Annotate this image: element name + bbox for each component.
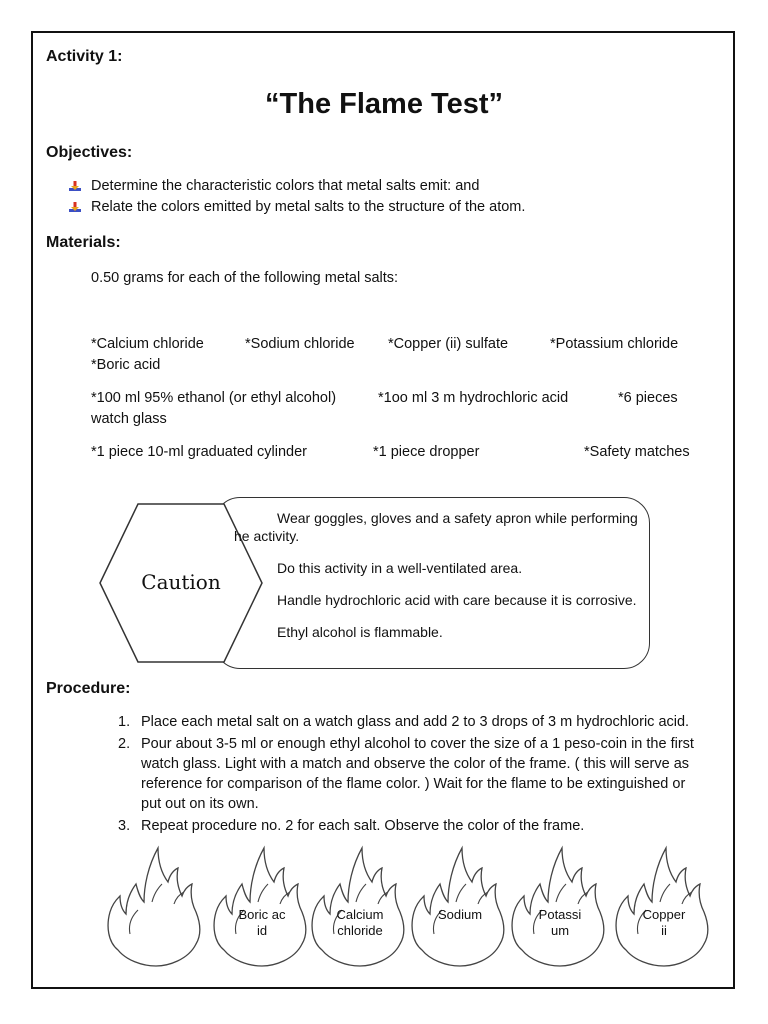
material-item: *Sodium chloride: [245, 336, 355, 352]
flame-outline: [104, 838, 208, 968]
caution-label: Caution: [141, 570, 221, 594]
step-text: Pour about 3-5 ml or enough ethyl alcohol to cover the size of a 1 peso-coin in the first: [141, 736, 694, 752]
material-item: *1 piece dropper: [373, 444, 480, 460]
objectives-heading: Objectives:: [46, 144, 133, 161]
materials-intro: 0.50 grams for each of the following metal salts:: [91, 270, 399, 286]
material-item: *100 ml 95% ethanol (or ethyl alcohol): [91, 390, 337, 406]
objective-item: Relate the colors emitted by metal salts to the structure of the atom.: [91, 199, 526, 215]
caution-line: he activity.: [234, 528, 300, 544]
flame-label-text: Copper ii: [642, 907, 686, 938]
flame-label-text: Potassium: [538, 907, 582, 938]
material-item: *Copper (ii) sulfate: [388, 336, 509, 352]
material-item: *Potassium chloride: [550, 336, 679, 352]
caution-line: Do this activity in a well-ventilated area.: [277, 560, 523, 576]
material-item: *Calcium chloride: [91, 336, 204, 352]
material-item: *1oo ml 3 m hydrochloric acid: [378, 390, 569, 406]
step-text: Place each metal salt on a watch glass and add 2 to 3 drops of 3 m hydrochloric acid.: [141, 714, 690, 730]
materials-heading: Materials:: [46, 234, 121, 251]
page-title: “The Flame Test”: [265, 88, 503, 120]
flame-outline: [408, 838, 512, 968]
step-text: reference for comparison of the flame color. ) Wait for the flame to be extinguished or: [141, 776, 686, 792]
material-item: *1 piece 10-ml graduated cylinder: [91, 444, 308, 460]
material-item: *Boric acid: [91, 357, 161, 373]
flame-label: [308, 907, 412, 939]
caution-line: Ethyl alcohol is flammable.: [277, 624, 443, 640]
activity-label: Activity 1:: [46, 48, 123, 65]
flame-label: [408, 907, 512, 923]
caution-line: Handle hydrochloric acid with care because it is corrosive.: [277, 592, 637, 608]
material-item: *6 pieces: [618, 390, 678, 406]
step-number: 2.: [118, 736, 131, 752]
bullet-icon: [68, 201, 82, 215]
caution-line: Wear goggles, gloves and a safety apron while performing: [277, 510, 638, 526]
flame-label-text: Calcium chloride: [336, 907, 384, 938]
step-number: 1.: [118, 714, 131, 730]
flame-icon: [104, 838, 208, 968]
flame-outline: [612, 838, 716, 968]
flame-outline: [508, 838, 612, 968]
flame-label: [508, 907, 612, 939]
flame-outline: [308, 838, 412, 968]
bullet-icon: [68, 180, 82, 194]
flame-outline: [210, 838, 314, 968]
step-text: watch glass. Light with a match and observe the color of the frame. ( this will serve as: [141, 756, 690, 772]
flame-label-text: Boric acid: [238, 907, 286, 938]
step-number: 3.: [118, 818, 131, 834]
material-item: *Safety matches: [584, 444, 690, 460]
step-text: put out on its own.: [141, 796, 259, 812]
step-text: Repeat procedure no. 2 for each salt. Observe the color of the frame.: [141, 818, 585, 834]
procedure-heading: Procedure:: [46, 680, 131, 697]
flame-label: [210, 907, 314, 939]
objective-item: Determine the characteristic colors that metal salts emit: and: [91, 178, 480, 194]
material-item: watch glass: [91, 411, 167, 427]
flame-label-text: Sodium: [437, 907, 483, 922]
flame-label: [612, 907, 716, 939]
